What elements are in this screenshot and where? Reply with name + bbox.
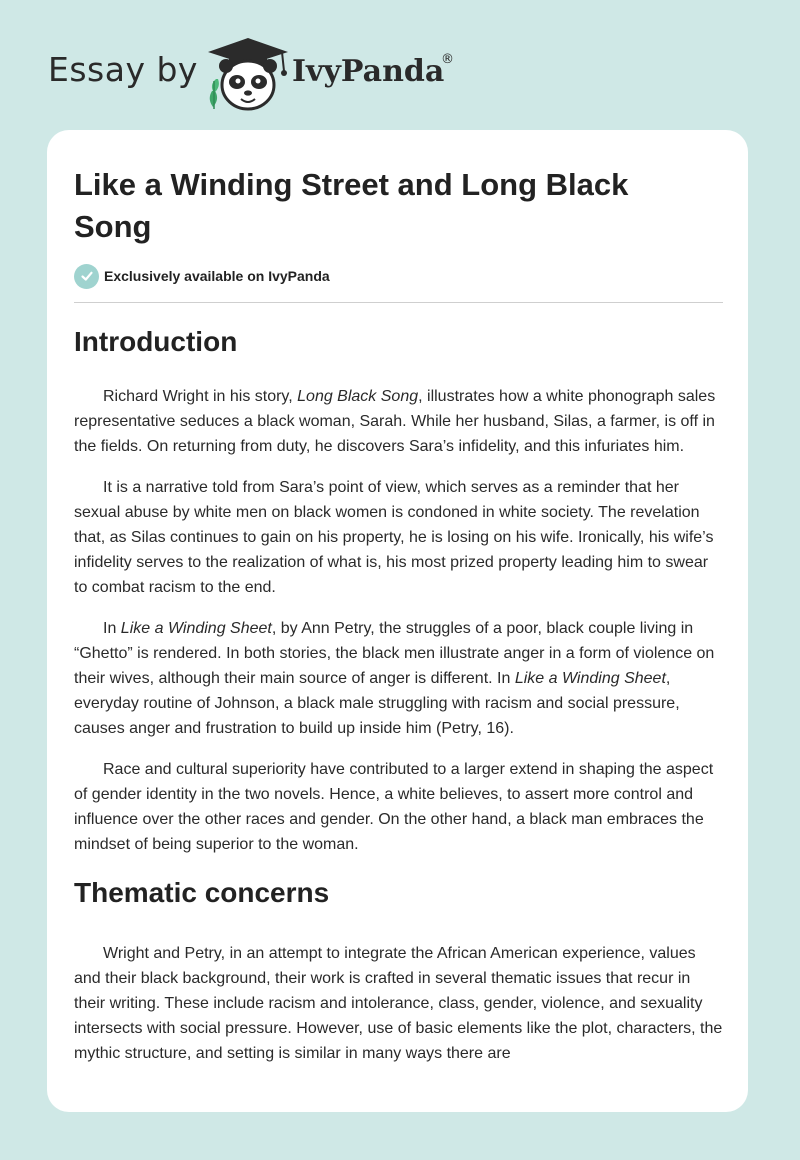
essay-card xyxy=(47,130,748,1112)
paragraph: Race and cultural superiority have contributed to a larger extend in shaping the aspect of gender identity in the two novels. Hence, a white believes, to assert more control and influence over the other races and gender. On the other hand, a black man embraces the mindset of being superior to the woman. xyxy=(74,761,714,853)
paragraph: It is a narrative told from Sara’s point of view, which serves as a reminder that her sexual abuse by white men on black women is condoned in white society. The revelation that, as Silas continues to gain on his property, he is losing on his wife. Ironically, his wife’s infidelity serves to the realization of what is, his most prized property leading him to swear to combat racism to the end. xyxy=(74,479,714,596)
site-header xyxy=(48,30,508,110)
brand-name[interactable]: IvyPanda xyxy=(292,54,445,89)
registered-mark: ® xyxy=(441,52,454,67)
essay-by-label: Essay by xyxy=(48,50,198,89)
paragraph: Wright and Petry, in an attempt to integrate the African American experience, values and their black background, their work is crafted in several thematic issues that recur in their writing. These include racism and intolerance, class, gender, violence, and sexuality intersects with social pressure. However, use of basic elements like the plot, characters, the mythic structure, and setting is similar in many ways there are xyxy=(74,945,723,1062)
paragraph: In Like a Winding Sheet, by Ann Petry, the struggles of a poor, black couple living in “Ghetto” is rendered. In both stories, the black men illustrate anger in a form of violence on their wives, although their main source of anger is different. In Like a Winding Sheet, everyday routine of Johnson, a black male struggling with racism and social pressure, causes anger and frustration to build up inside him (Petry, 16). xyxy=(74,620,715,737)
section-heading-introduction: Introduction xyxy=(74,326,238,357)
panda-logo-icon[interactable] xyxy=(203,35,293,113)
essay-body xyxy=(74,322,724,1082)
paragraph: Richard Wright in his story, Long Black Song, illustrates how a white phonograph sales representative seduces a black woman, Sarah. While her husband, Silas, a farmer, is off in the fields. On returning from duty, he discovers Sara’s infidelity, and this infuriates him. xyxy=(74,388,716,455)
exclusive-badge xyxy=(74,262,330,290)
page-title: Like a Winding Street and Long Black Song xyxy=(74,167,629,244)
title-divider xyxy=(74,302,723,303)
exclusive-badge-label: Exclusively available on IvyPanda xyxy=(104,268,330,284)
check-icon xyxy=(74,264,99,289)
section-heading-thematic-concerns: Thematic concerns xyxy=(74,877,330,908)
